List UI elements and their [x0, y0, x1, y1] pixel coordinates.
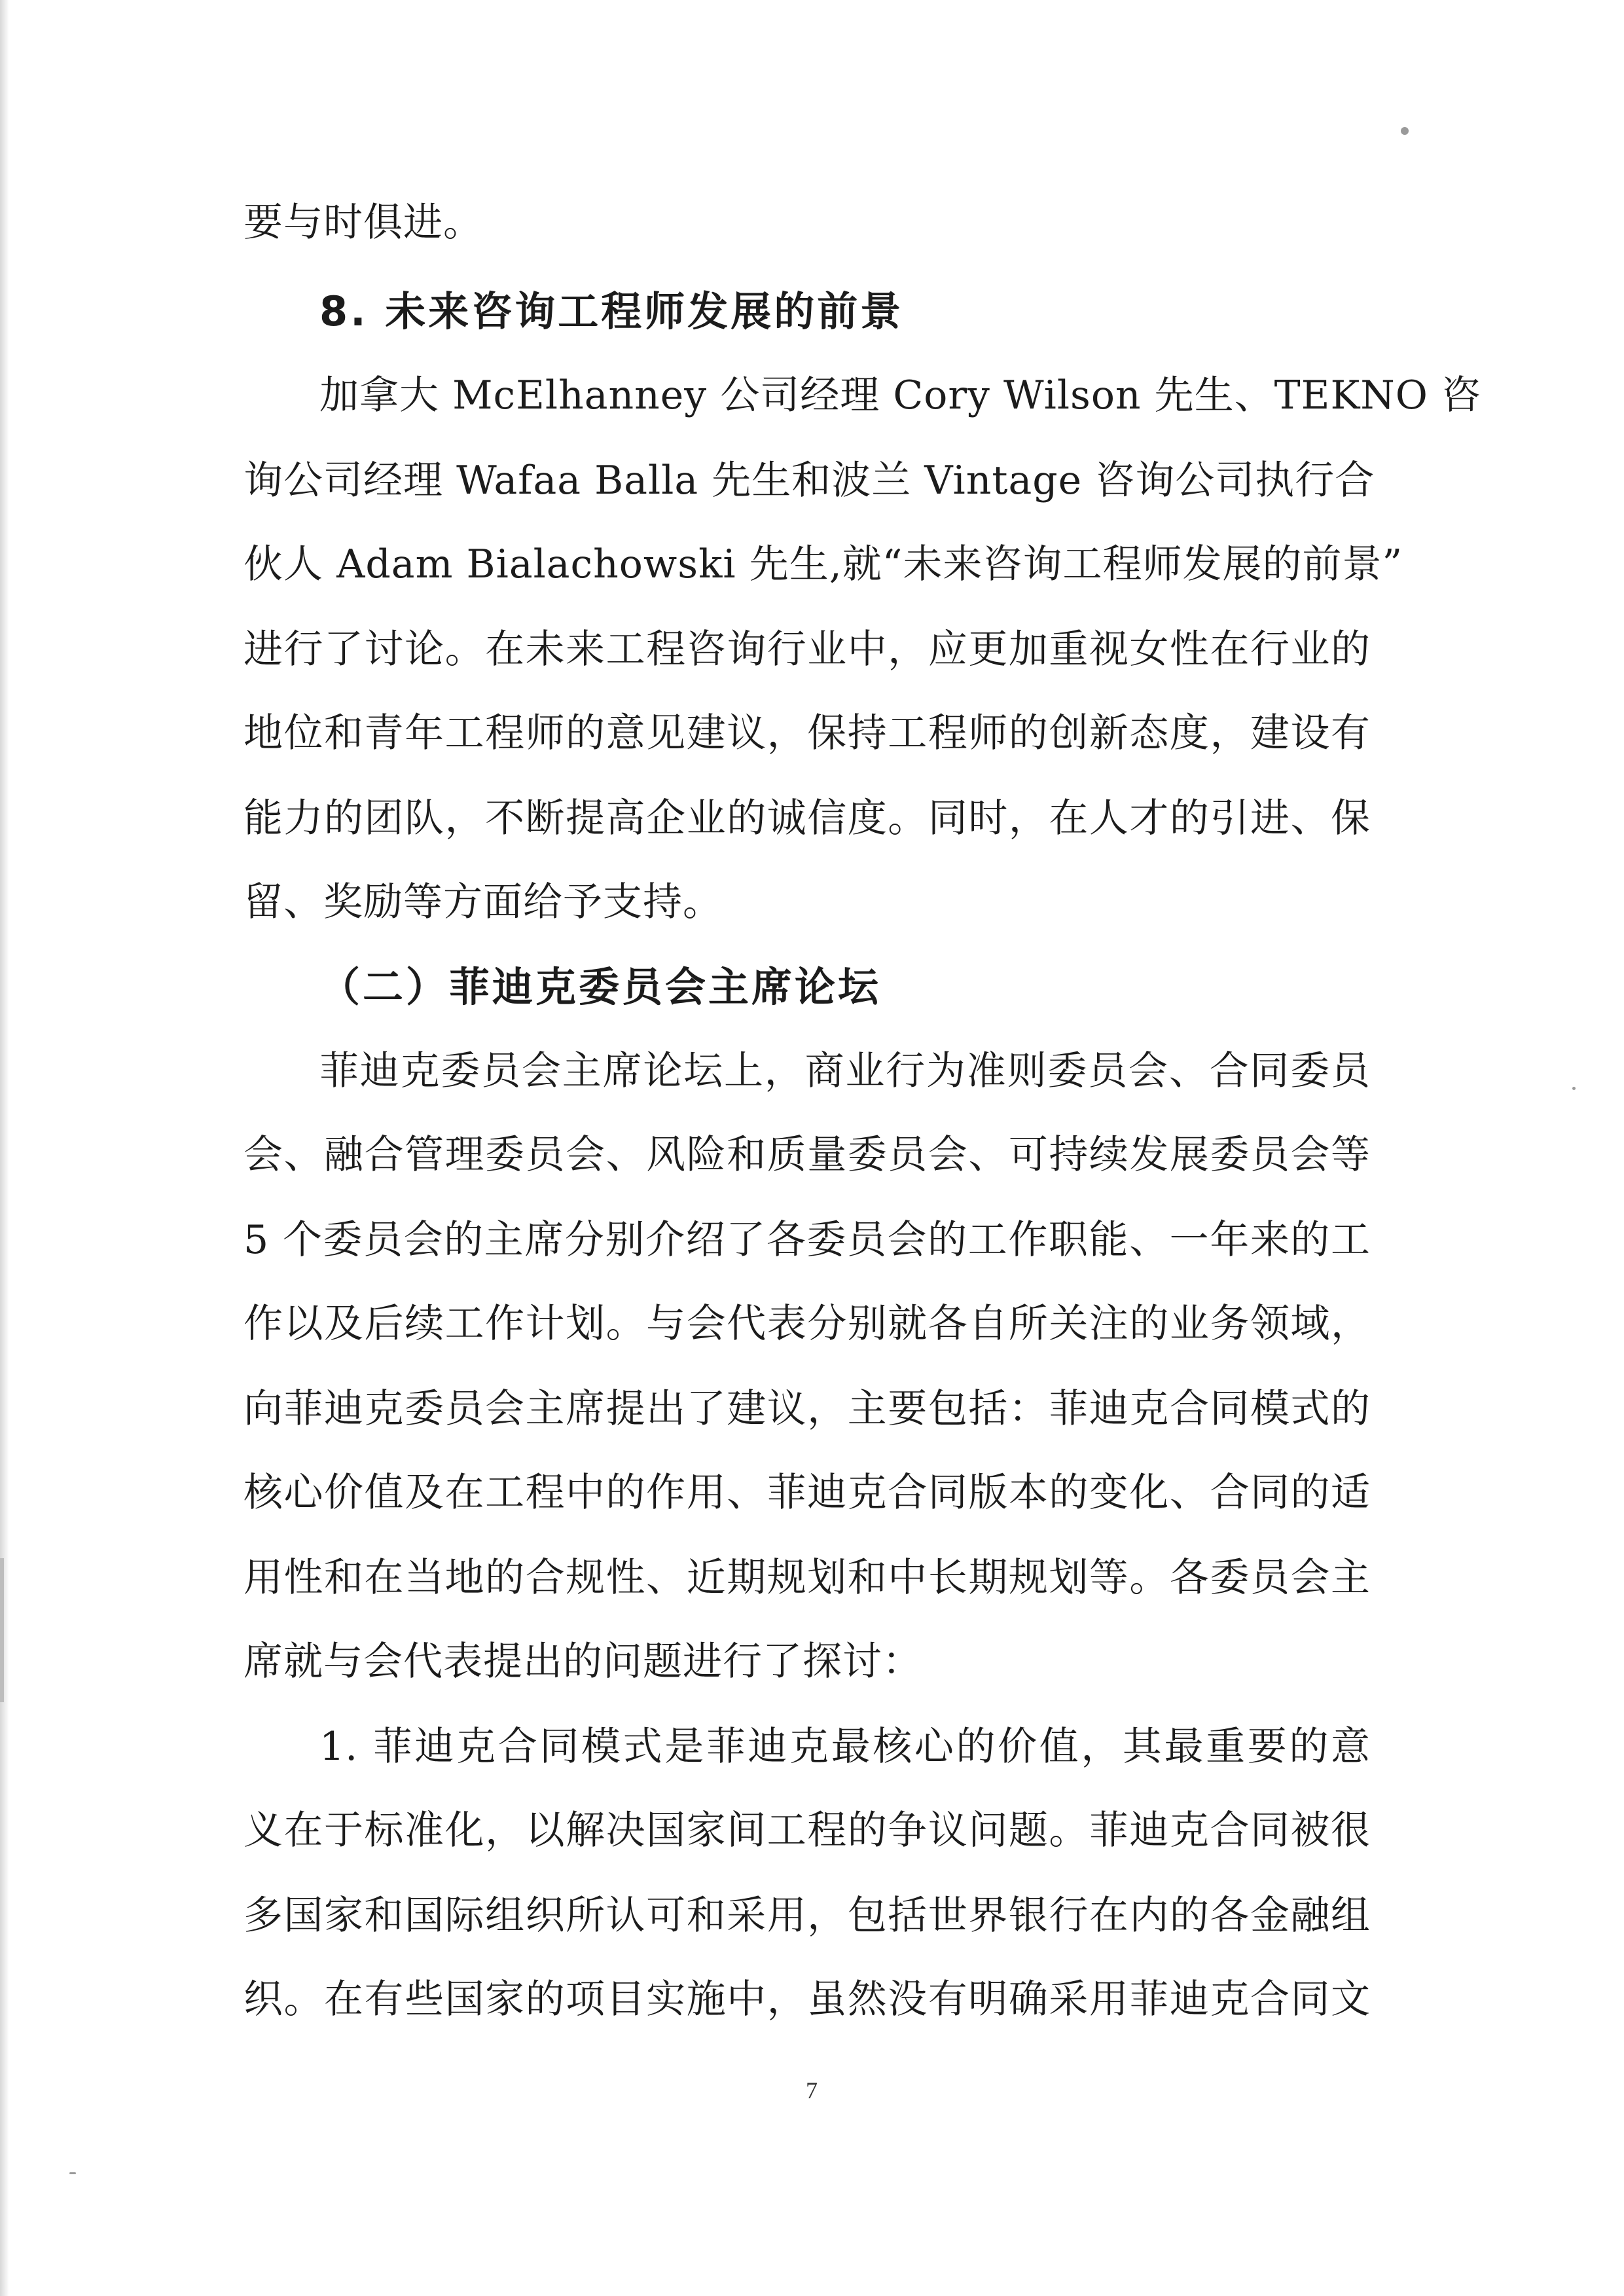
- paragraph-line: 1. 菲迪克合同模式是菲迪克最核心的价值，其最重要的意: [319, 1724, 1371, 1770]
- paragraph-line: 留、奖励等方面给予支持。: [244, 879, 723, 925]
- binding-mark: [0, 1558, 4, 1702]
- paragraph-line: 地位和青年工程师的意见建议，保持工程师的创新态度，建设有: [244, 710, 1371, 756]
- paragraph-line: 询公司经理 Wafaa Balla 先生和波兰 Vintage 咨询公司执行合: [244, 458, 1375, 503]
- paragraph-line: 用性和在当地的合规性、近期规划和中长期规划等。各委员会主: [244, 1555, 1371, 1601]
- paragraph-line: 织。在有些国家的项目实施中，虽然没有明确采用菲迪克合同文: [244, 1977, 1371, 2022]
- paragraph-line: 向菲迪克委员会主席提出了建议，主要包括：菲迪克合同模式的: [244, 1386, 1371, 1432]
- paragraph-line: 加拿大 McElhanney 公司经理 Cory Wilson 先生、TEKNO 咨: [319, 373, 1482, 418]
- scan-speck: [1572, 1087, 1576, 1090]
- paragraph-line: 能力的团队，不断提高企业的诚信度。同时，在人才的引进、保: [244, 795, 1371, 841]
- section-heading: 8. 未来咨询工程师发展的前景: [319, 287, 904, 335]
- paragraph-line: 伙人 Adam Bialachowski 先生,就“未来咨询工程师发展的前景”: [244, 541, 1403, 587]
- scan-speck: [69, 2172, 76, 2174]
- paragraph-line: 会、融合管理委员会、风险和质量委员会、可持续发展委员会等: [244, 1132, 1371, 1178]
- paragraph-line: 核心价值及在工程中的作用、菲迪克合同版本的变化、合同的适: [244, 1470, 1371, 1516]
- paragraph-line: 要与时俱进。: [244, 200, 483, 246]
- paragraph-line: 多国家和国际组织所认可和采用，包括世界银行在内的各金融组: [244, 1893, 1371, 1939]
- page-number: 7: [806, 2077, 818, 2104]
- paragraph-line: 作以及后续工作计划。与会代表分别就各自所关注的业务领域，: [244, 1301, 1371, 1347]
- scan-speck: [1401, 127, 1409, 135]
- section-heading: （二）菲迪克委员会主席论坛: [319, 963, 882, 1011]
- paragraph-line: 义在于标准化，以解决国家间工程的争议问题。菲迪克合同被很: [244, 1808, 1371, 1853]
- paragraph-line: 菲迪克委员会主席论坛上，商业行为准则委员会、合同委员: [319, 1048, 1371, 1094]
- paragraph-line: 5 个委员会的主席分别介绍了各委员会的工作职能、一年来的工: [244, 1217, 1371, 1263]
- paragraph-line: 席就与会代表提出的问题进行了探讨：: [244, 1639, 922, 1685]
- paragraph-line: 进行了讨论。在未来工程咨询行业中，应更加重视女性在行业的: [244, 627, 1371, 672]
- binding-shadow: [0, 0, 9, 2296]
